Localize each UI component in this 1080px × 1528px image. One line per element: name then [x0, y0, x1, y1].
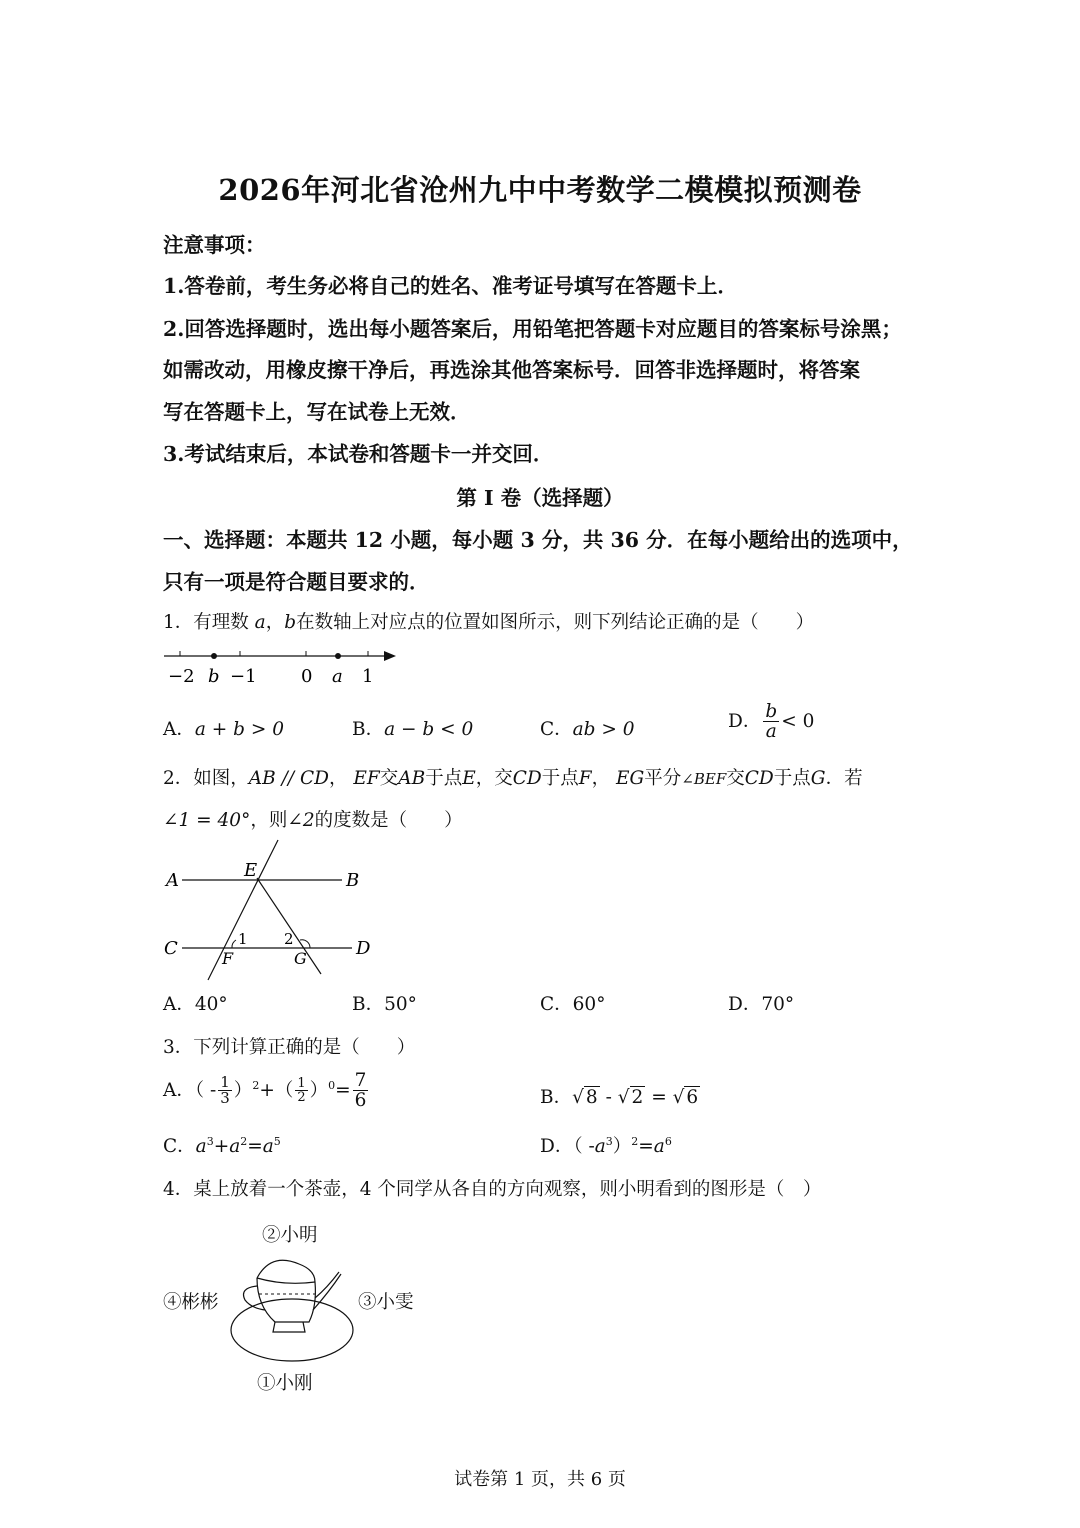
q2-math: CD	[512, 768, 542, 789]
exponent: 0	[328, 1078, 336, 1092]
q2-text: ，	[591, 768, 611, 789]
page-footer: 试卷第 1 页，共 6 页	[454, 1469, 626, 1490]
paren: ）	[309, 1079, 329, 1101]
q1-stem	[163, 608, 814, 634]
point-a-dot	[335, 653, 341, 659]
fraction-den: 6	[354, 1090, 367, 1112]
tick-label-b: b	[208, 666, 220, 687]
var: a	[195, 1136, 207, 1157]
q3-option-d[interactable]	[540, 1132, 672, 1158]
fraction-num: b	[765, 701, 778, 722]
page-title: 2026年河北省沧州九中中考数学二模模拟预测卷	[218, 173, 862, 207]
q1-number-line	[160, 640, 410, 690]
operator: =	[335, 1079, 351, 1101]
var: a	[653, 1136, 665, 1157]
radicand: 8	[585, 1087, 598, 1108]
fraction-num: 1	[297, 1075, 306, 1091]
option-label: C．	[163, 1136, 196, 1157]
label-c: C	[164, 938, 178, 959]
section-title: 第 I 卷（选择题）	[456, 486, 624, 510]
q2-math: G	[810, 768, 826, 789]
q2-text: 交	[726, 768, 745, 789]
fraction-den: 3	[220, 1089, 230, 1108]
teapot-handle	[244, 1286, 266, 1310]
notice-item-1: 1.答卷前，考生务必将自己的姓名、准考证号填写在答题卡上．	[163, 274, 738, 298]
option-label: B．	[540, 1087, 573, 1108]
exponent: 2	[240, 1134, 248, 1148]
q2-option-d[interactable]: D．70°	[728, 994, 795, 1015]
q2-stem-line2	[163, 806, 463, 832]
operator: =	[638, 1136, 654, 1157]
q1-text: ，	[265, 612, 285, 633]
option-label: A．（ -	[163, 1079, 217, 1101]
teapot-lid	[257, 1260, 315, 1282]
q2-text: ，则	[250, 810, 288, 831]
operator: -	[605, 1087, 612, 1108]
saucer	[231, 1299, 353, 1361]
q1-option-a[interactable]	[163, 715, 284, 741]
q2-math: EG	[616, 768, 645, 789]
q2-math: E	[462, 768, 476, 789]
q2-option-b[interactable]: B．50°	[352, 994, 417, 1015]
q2-math: EF	[353, 768, 380, 789]
tick-label-1: 1	[362, 666, 374, 687]
tick-label-neg2: −2	[168, 666, 195, 687]
q1-var-a: a	[254, 612, 266, 633]
q3-stem: 3．下列计算正确的是（ ）	[163, 1037, 416, 1058]
fraction	[295, 1077, 307, 1105]
option-label: D．（ -	[540, 1136, 595, 1157]
q2-math: ∠BEF	[681, 770, 727, 788]
q2-text: 平分	[644, 768, 682, 789]
view-label-left: ④彬彬	[163, 1292, 219, 1313]
q3-option-b[interactable]: B．√ 8 - √ 2 = √ 6	[540, 1087, 699, 1108]
fraction-num: 7	[354, 1070, 367, 1091]
q2-text: 于点	[425, 768, 463, 789]
q4-stem: 4．桌上放着一个茶壶，4 个同学从各自的方向观察，则小明看到的图形是（ ）	[163, 1179, 822, 1200]
var: a	[594, 1136, 606, 1157]
tick-label-a: a	[332, 666, 343, 687]
exponent: 2	[252, 1078, 260, 1092]
q2-text: 于点	[541, 768, 579, 789]
q2-math: ∠1 = 40°	[163, 810, 251, 831]
angle-1-arc	[232, 940, 236, 948]
q3-option-c[interactable]	[163, 1132, 281, 1158]
q1-option-b[interactable]	[352, 715, 473, 741]
exponent: 3	[605, 1134, 613, 1148]
label-g: G	[294, 949, 307, 968]
fraction-den: a	[765, 721, 777, 743]
q2-text: ．若	[825, 768, 863, 789]
paren: ）	[233, 1079, 253, 1101]
q2-math: AB // CD	[248, 768, 329, 789]
label-a: A	[166, 870, 179, 891]
q2-option-c[interactable]: C．60°	[540, 994, 606, 1015]
notice-heading: 注意事项：	[163, 233, 266, 257]
tick-label-0: 0	[301, 666, 313, 687]
fraction	[353, 1071, 369, 1111]
view-label-top: ②小明	[262, 1225, 318, 1246]
q2-text: 的度数是（ ）	[314, 810, 463, 831]
tick-label-neg1: −1	[230, 666, 257, 687]
exponent: 6	[664, 1134, 672, 1148]
option-expr: a − b < 0	[384, 719, 474, 740]
notice-item-2-cont: 如需改动，用橡皮擦干净后，再选涂其他答案标号．回答非选择题时，将答案	[163, 358, 860, 382]
point-b-dot	[211, 653, 217, 659]
exponent: 2	[631, 1134, 639, 1148]
fraction-den: 2	[297, 1090, 306, 1106]
label-e: E	[244, 860, 258, 881]
label-f: F	[222, 949, 234, 968]
option-label: D．	[728, 710, 762, 732]
q2-text: ，交	[475, 768, 513, 789]
label-b: B	[346, 870, 360, 891]
notice-item-3: 3.考试结束后，本试卷和答题卡一并交回．	[163, 442, 554, 466]
q1-text: 1．有理数	[163, 612, 249, 633]
q2-math: CD	[744, 768, 774, 789]
q2-text: 交	[379, 768, 399, 789]
operator: +	[213, 1136, 230, 1157]
option-expr: ab > 0	[572, 719, 635, 740]
var: a	[262, 1136, 274, 1157]
part1-instructions: 一、选择题：本题共 12 小题，每小题 3 分，共 36 分．在每小题给出的选项中，	[163, 528, 913, 552]
option-expr: a + b > 0	[194, 719, 285, 740]
fraction-num: 1	[220, 1072, 230, 1091]
option-expr: < 0	[781, 710, 815, 732]
view-label-right: ③小雯	[358, 1292, 414, 1313]
exponent: 3	[206, 1134, 214, 1148]
option-label: C．	[540, 719, 573, 740]
operator: =	[651, 1087, 667, 1108]
exponent: 5	[273, 1134, 281, 1148]
teapot-foot	[273, 1322, 305, 1332]
line-ef	[208, 840, 278, 980]
label-angle-1: 1	[238, 930, 248, 948]
q2-text: 于点	[773, 768, 811, 789]
label-d: D	[356, 938, 371, 959]
q2-figure	[160, 838, 380, 984]
q1-var-b: b	[284, 612, 297, 633]
q2-math: F	[578, 768, 592, 789]
q1-option-c[interactable]	[540, 715, 635, 741]
label-angle-2: 2	[284, 930, 294, 948]
notice-item-2-cont2: 写在答题卡上，写在试卷上无效．	[163, 400, 471, 424]
q3-option-a[interactable]	[163, 1071, 370, 1111]
operator: =	[247, 1136, 263, 1157]
teapot-figure	[225, 1248, 360, 1366]
q1-option-d[interactable]	[728, 702, 814, 742]
q2-option-a[interactable]: A．40°	[163, 994, 228, 1015]
q2-math: AB	[398, 768, 426, 789]
radicand: 6	[686, 1087, 699, 1108]
option-label: B．	[352, 719, 385, 740]
option-label: A．	[163, 719, 195, 740]
q2-stem-line1	[163, 764, 863, 790]
paren: ）	[612, 1136, 632, 1157]
q2-text: 2．如图，	[163, 768, 249, 789]
var: a	[229, 1136, 241, 1157]
q2-math: ∠2	[287, 810, 315, 831]
fraction	[218, 1072, 232, 1108]
line-eg	[257, 878, 321, 974]
view-label-bottom: ①小刚	[257, 1373, 313, 1394]
notice-item-2: 2.回答选择题时，选出每小题答案后，用铅笔把答题卡对应题目的答案标号涂黑；	[163, 317, 902, 341]
operator: +（	[259, 1079, 294, 1101]
part1-instructions-cont: 只有一项是符合题目要求的．	[163, 570, 430, 594]
q2-text: ，	[328, 768, 348, 789]
q1-text: 在数轴上对应点的位置如图所示，则下列结论正确的是（ ）	[296, 612, 815, 633]
radicand: 2	[631, 1087, 644, 1108]
fraction	[763, 702, 779, 742]
